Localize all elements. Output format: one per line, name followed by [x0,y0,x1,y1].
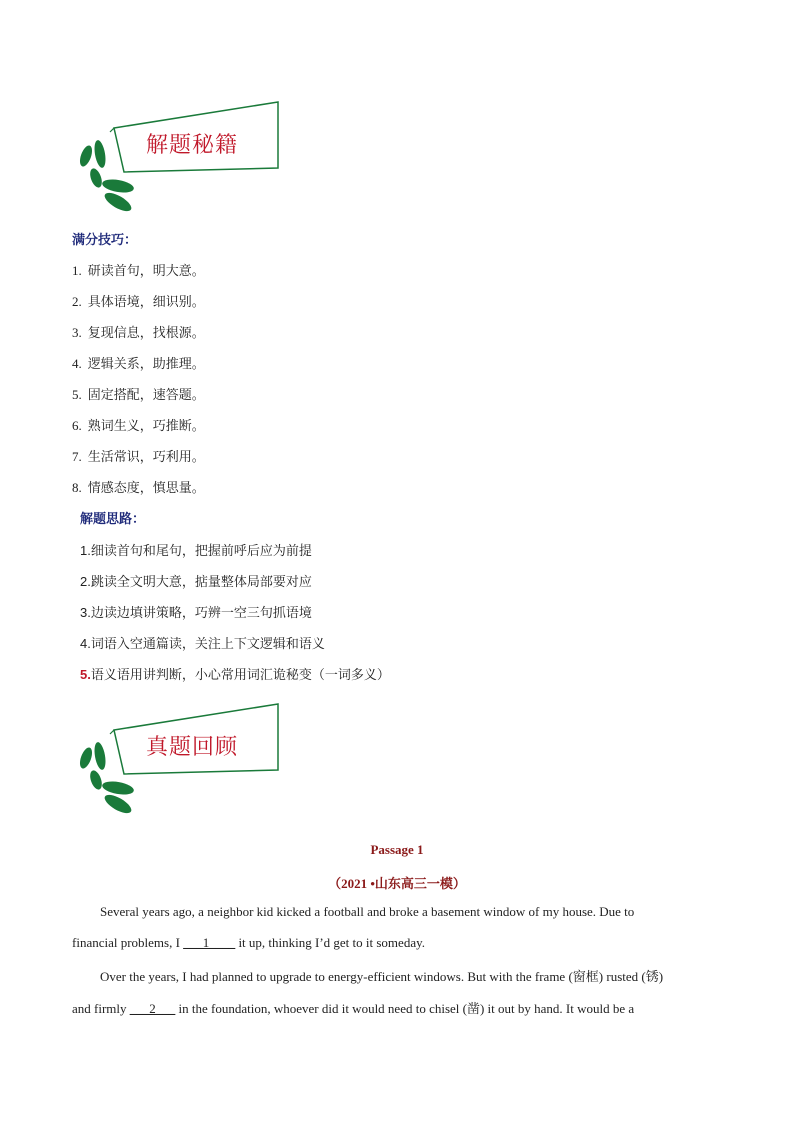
approach-item: 5.语义语用讲判断，小心常用词汇诡秘变（一词多义） [80,667,390,683]
passage-line: financial problems, I ___1____ it up, thinking I’d get to it someday. [72,935,425,950]
approach-item: 3.边读边填讲策略，巧辨一空三句抓语境 [80,605,312,621]
banner-secret [74,98,284,218]
blank-1[interactable]: ___1____ [183,935,236,950]
tip-item: 2. 具体语境，细识别。 [72,294,205,310]
passage-source: （2021 •山东高三一模） [328,876,466,891]
tip-item: 5. 固定搭配，速答题。 [72,387,205,403]
passage-title: Passage 1 [370,842,424,857]
banner-title: 解题秘籍 [146,133,239,158]
approach-item: 1.细读首句和尾句，把握前呼后应为前提 [80,543,312,559]
passage-line: Several years ago, a neighbor kid kicked a football and broke a basement window of my house. Due to [100,904,635,919]
tip-item: 3. 复现信息，找根源。 [72,325,205,341]
approach-label: 解题思路： [80,512,146,527]
approach-item: 4.词语入空通篇读，关注上下文逻辑和语义 [80,636,325,652]
tip-item: 7. 生活常识，巧利用。 [72,449,205,465]
tip-item: 4. 逻辑关系，助推理。 [72,356,205,372]
passage-line: and firmly ___2___ in the foundation, whoever did it would need to chisel (凿) it out by hand. It would be a [72,1001,635,1016]
banner-title: 真题回顾 [146,735,239,760]
banner-review [74,700,284,820]
blank-2[interactable]: ___2___ [129,1001,176,1016]
tips-label: 满分技巧： [72,233,138,248]
tip-item: 8. 情感态度，慎思量。 [72,480,205,496]
tip-item: 1. 研读首句，明大意。 [72,263,205,279]
tip-item: 6. 熟词生义，巧推断。 [72,418,205,434]
approach-item: 2.跳读全文明大意，掂量整体局部要对应 [80,574,312,590]
passage-line: Over the years, I had planned to upgrade to energy-efficient windows. But with the frame (窗框) rusted (锈) [100,969,664,984]
